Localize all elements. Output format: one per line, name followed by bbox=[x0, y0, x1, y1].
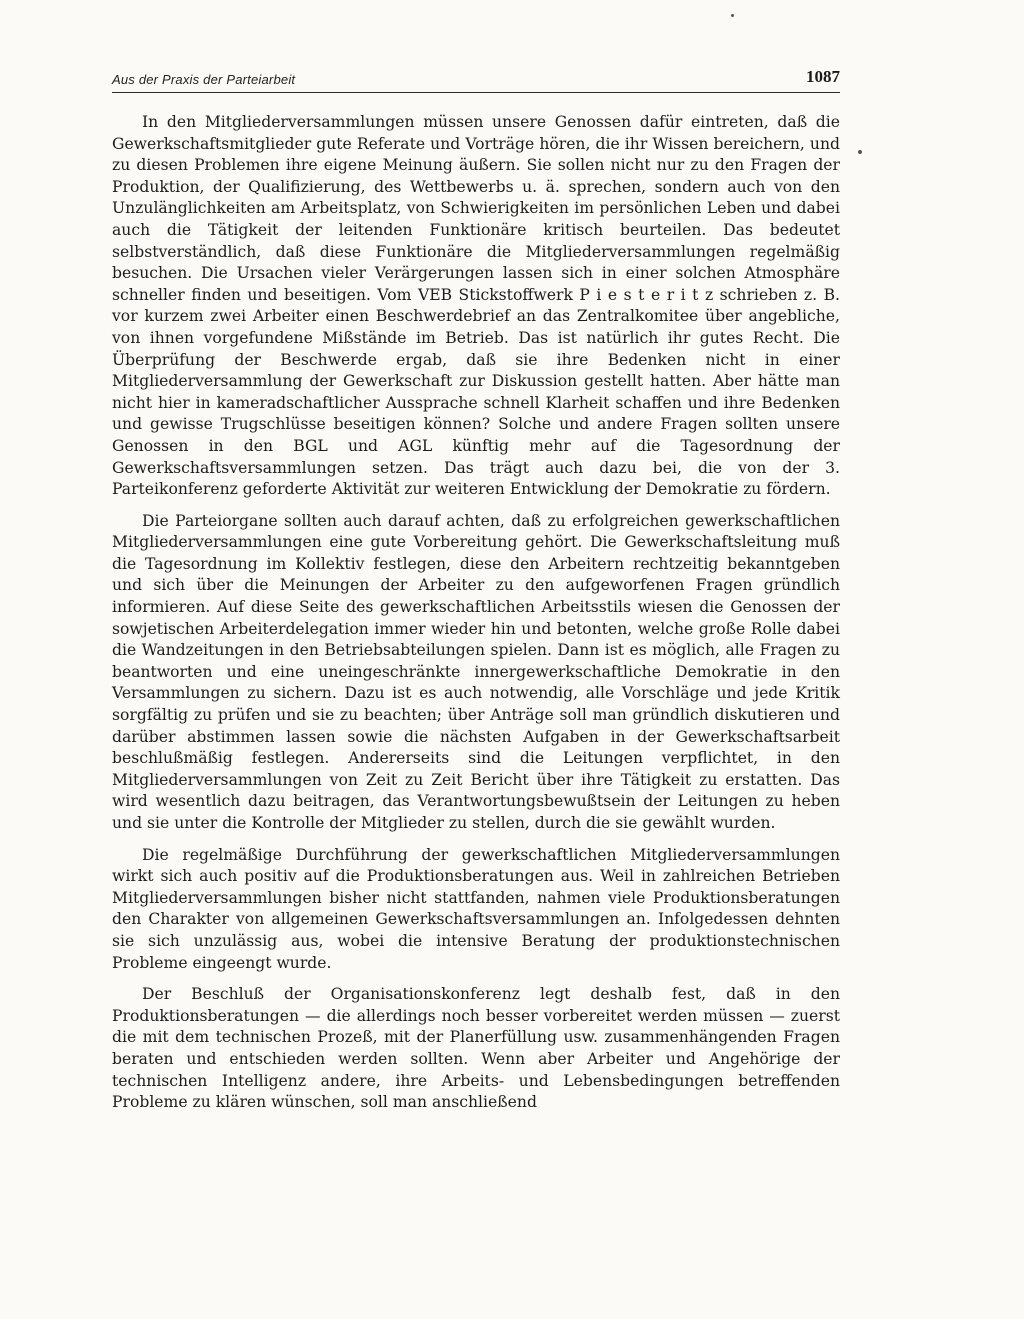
paragraph: Der Beschluß der Organisationskonferenz legt deshalb fest, daß in den Produktionsberatungen — die allerdings noch besser vorbereitet werden müssen — zuerst die mit dem technischen Prozeß, mit der Planerfüllung usw. zusammenhängenden Fragen beraten und entschieden werden sollten. Wenn aber Arbeiter und Angehörige der technischen Intelligenz andere, ihre Arbeits- und Lebensbedingungen betreffenden Probleme zu klären wünschen, soll man anschließend bbox=[112, 985, 840, 1112]
running-title: Aus der Praxis der Parteiarbeit bbox=[112, 72, 296, 87]
page-number: 1087 bbox=[806, 67, 840, 86]
paragraph: In den Mitgliederversammlungen müssen unsere Genossen dafür eintreten, daß die Gewerkschaftsmitglieder gute Referate und Vorträge hören, die ihr Wissen bereichern, und zu diesen Problemen ihre eigene Meinung äußern. Sie sollen nicht nur zu den Fragen der Produktion, der Qualifizierung, des Wettbewerbs u. ä. sprechen, sondern auch von den Unzulänglichkeiten am Arbeitsplatz, von Schwierigkeiten im persönlichen Leben und dabei auch die Tätigkeit der leitenden Funktionäre kritisch beurteilen. Das bedeutet selbstverständlich, daß diese Funktionäre die Mitgliederversammlungen regelmäßig besuchen. Die Ursachen vieler Verärgerungen lassen sich in einer solchen Atmosphäre schneller finden und beseitigen. Vom VEB Stickstoffwerk P i e s t e r i t z schrieben z. B. vor kurzem zwei Arbeiter einen Beschwerdebrief an das Zentralkomitee über angebliche, von ihnen vorgefundene Mißstände im Betrieb. Das ist natürlich ihr gutes Recht. Die Überprüfung der Beschwerde ergab, daß sie ihre Bedenken nicht in einer Mitgliederversammlung der Gewerkschaft zur Diskussion gestellt hatten. Aber hätte man nicht hier in kameradschaftlicher Aussprache schnell Klarheit schaffen und ihre Bedenken und gewisse Trugschlüsse beseitigen können? Solche und andere Fragen sollten unsere Genossen in den BGL und AGL künftig mehr auf die Tagesordnung der Gewerkschaftsversammlungen setzen. Das trägt auch dazu bei, die von der 3. Parteikonferenz geforderte Aktivität zur weiteren Entwicklung der Demokratie zu fördern. bbox=[112, 113, 840, 499]
paragraph: Die regelmäßige Durchführung der gewerkschaftlichen Mitgliederversammlungen wirkt sich auch positiv auf die Produktionsberatungen aus. Weil in zahlreichen Betrieben Mitgliederversammlungen bisher nicht stattfanden, nahmen viele Produktionsberatungen den Charakter von allgemeinen Gewerkschaftsversammlungen an. Infolgedessen dehnten sie sich unzulässig aus, wobei die intensive Beratung der produktionstechnischen Probleme eingeengt wurde. bbox=[112, 845, 840, 972]
print-speck bbox=[858, 150, 862, 154]
paragraph: Die Parteiorgane sollten auch darauf achten, daß zu erfolgreichen gewerkschaftlichen Mitgliederversammlungen eine gute Vorbereitung gehört. Die Gewerkschaftsleitung muß die Tagesordnung im Kollektiv festlegen, diese den Arbeitern rechtzeitig bekanntgeben und sich über die Meinungen der Arbeiter zu den aufgeworfenen Fragen gründlich informieren. Auf diese Seite des gewerkschaftlichen Arbeitsstils wiesen die Genossen der sowjetischen Arbeiterdelegation immer wieder hin und betonten, welche große Rolle dabei die Wandzeitungen in den Betriebsabteilungen spielen. Dann ist es möglich, alle Fragen zu beantworten und eine uneingeschränkte innergewerkschaftliche Demokratie in den Versammlungen zu sichern. Dazu ist es auch notwendig, alle Vorschläge und jede Kritik sorgfältig zu prüfen und sie zu beachten; über Anträge soll man gründlich diskutieren und darüber abstimmen lassen sowie die nächsten Aufgaben in der Gewerkschaftsarbeit beschlußmäßig festlegen. Andererseits sind die Leitungen verpflichtet, in den Mitgliederversammlungen von Zeit zu Zeit Bericht über ihre Tätigkeit zu erstatten. Das wird wesentlich dazu beitragen, das Verantwortungsbewußtsein der Leitungen zu heben und sie unter die Kontrolle der Mitglieder zu stellen, durch die sie gewählt wurden. bbox=[112, 511, 840, 832]
print-speck bbox=[731, 14, 734, 17]
page-header bbox=[112, 62, 840, 93]
body-text bbox=[112, 112, 840, 1124]
